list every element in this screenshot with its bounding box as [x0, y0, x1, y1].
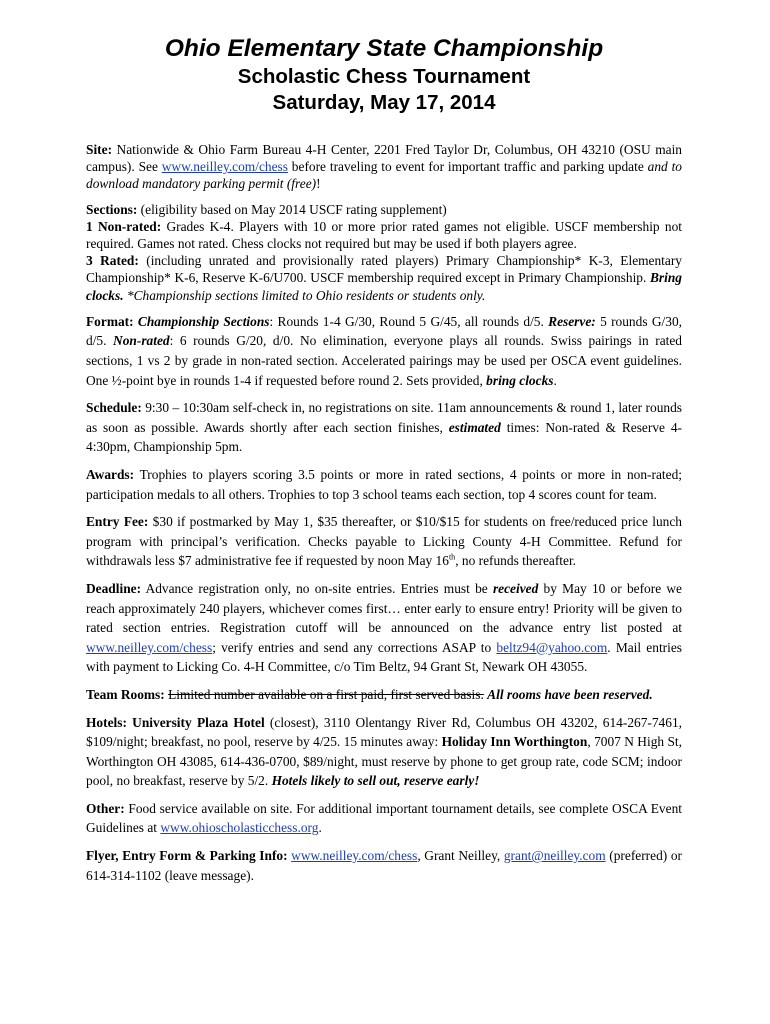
other-text-1: Food service available on site. For additional important tournament details, see complete OSCA Event Guidelines at — [86, 800, 682, 836]
format-championship-label: Championship Sections — [137, 313, 270, 329]
format-label: Format: — [86, 313, 134, 329]
awards-section — [86, 465, 682, 504]
entry-fee-sup: th — [448, 552, 456, 562]
deadline-text-3: ; verify entries and send any corrections ASAP to — [212, 639, 497, 655]
sections-label: Sections: — [86, 201, 138, 217]
format-reserve-label: Reserve: — [548, 313, 596, 329]
deadline-received: received — [492, 580, 539, 596]
deadline-chess-link[interactable]: www.neilley.com/chess — [86, 639, 213, 655]
site-text-1: Nationwide & Ohio Farm Bureau 4-H Center, 2201 Fred Taylor Dr, Columbus, OH 43210 (OSU main campus). See — [86, 142, 682, 175]
team-rooms-section — [86, 685, 682, 705]
hotels-section — [86, 713, 682, 791]
site-chess-link[interactable]: www.neilley.com/chess — [161, 159, 288, 175]
entry-fee-text-1: $30 if postmarked by May 1, $35 thereafter, or $10/$15 for students on free/reduced price lunch program with principal’s verification. Checks payable to Licking County 4-H Committee. Refund for withdrawals less $7 administrative fee if requested by noon May 16 — [86, 514, 682, 569]
flyer-text-1: , Grant Neilley, — [417, 848, 504, 864]
event-date: Saturday, May 17, 2014 — [272, 91, 496, 114]
site-label: Site: — [86, 142, 113, 157]
site-parking-note: and to download mandatory parking permit (free) — [86, 159, 682, 192]
page-title: Ohio Elementary State Championship — [164, 35, 604, 62]
flyer-text-2: (preferred) or 614-314-1102 (leave message). — [86, 848, 682, 883]
other-end: . — [318, 820, 322, 836]
deadline-section — [86, 579, 682, 677]
format-text-2: 5 rounds G/30, d/5. — [86, 313, 682, 349]
deadline-text-1: Advance registration only, no on-site entries. Entries must be — [141, 580, 493, 596]
rated-text: (including unrated and provisionally rated players) Primary Championship* K-3, Elementary Championship* K-6, Reserve K-6/U700. USCF membership required except in Primary Championship. — [86, 253, 683, 286]
schedule-section — [86, 398, 682, 457]
rated-label: 3 Rated: — [86, 253, 139, 269]
entry-fee-text-2: , no refunds thereafter. — [455, 553, 577, 569]
other-label: Other: — [86, 800, 125, 816]
nonrated-text: Grades K-4. Players with 10 or more prior rated games not eligible. USCF membership not required. Games not rated. Chess clocks not required but may be used if both players agree. — [86, 218, 683, 252]
entry-fee-label: Entry Fee: — [86, 514, 149, 530]
sections-section — [86, 201, 682, 304]
flyer-page — [86, 34, 682, 893]
hotels-holiday: Holiday Inn Worthington — [441, 734, 588, 750]
flyer-label: Flyer, Entry Form & Parking Info: — [86, 848, 288, 864]
format-text-1: : Rounds 1-4 G/30, Round 5 G/45, all rounds d/5. — [269, 313, 549, 329]
site-text-2: before traveling to event for important traffic and parking update — [287, 159, 648, 175]
format-text-3: : 6 rounds G/20, d/0. No elimination, everyone plays all rounds. Swiss pairings in rated sections, 1 vs 2 by grade in non-rated section. Accelerated pairings may be used per OSCA event guidelines. One ½-point bye in rounds 1-4 if requested before round 2. Sets provided, — [86, 333, 682, 388]
schedule-text-1: 9:30 – 10:30am self-check in, no registrations on site. 11am announcements & round 1, later rounds as soon as possible. Awards shortly after each section finishes, — [86, 400, 682, 435]
schedule-label: Schedule: — [86, 400, 142, 416]
flyer-email-link[interactable]: grant@neilley.com — [503, 848, 606, 864]
awards-text: Trophies to players scoring 3.5 points or more in rated sections, 4 points or more in non-rated; participation medals to all others. Trophies to top 3 school teams each section, top 4 scores count for team. — [86, 466, 682, 502]
championship-note: *Championship sections limited to Ohio residents or students only. — [123, 287, 486, 303]
deadline-label: Deadline: — [86, 580, 142, 596]
deadline-text-2: by May 10 or before we reach approximately 240 players, whichever comes first… enter early to ensure entry! Priority will be given to rated section entries. Registration cutoff will be announced on the advance entry list posted at — [86, 580, 682, 636]
format-nonrated-label: Non-rated — [113, 333, 170, 349]
deadline-text-4: . Mail entries with payment to Licking Co. 4-H Committee, c/o Tim Beltz, 94 Grant St, Newark OH 43055. — [86, 639, 682, 675]
awards-label: Awards: — [86, 466, 135, 482]
flyer-chess-link[interactable]: www.neilley.com/chess — [291, 848, 418, 864]
team-rooms-label: Team Rooms: — [86, 686, 165, 702]
hotels-label: Hotels: University Plaza Hotel — [86, 714, 265, 730]
other-section — [86, 799, 682, 838]
format-bring-clocks: bring clocks — [486, 372, 554, 388]
site-end: ! — [316, 176, 321, 192]
schedule-estimated: estimated — [448, 419, 501, 435]
bring-clocks-note: Bring clocks. — [86, 270, 682, 303]
hotels-sellout: Hotels likely to sell out, reserve early! — [271, 773, 480, 789]
page-subtitle: Scholastic Chess Tournament — [237, 65, 531, 88]
hotels-text-1: (closest), 3110 Olentangy River Rd, Columbus OH 43202, 614-267-7461, $109/night; breakfast, no pool, reserve by 4/25. 15 minutes away: — [86, 714, 682, 750]
team-rooms-reserved: All rooms have been reserved. — [487, 686, 653, 702]
format-end: . — [553, 372, 557, 388]
format-section — [86, 312, 682, 390]
nonrated-label: 1 Non-rated: — [86, 218, 162, 234]
sections-intro: (eligibility based on May 2014 USCF rating supplement) — [137, 201, 447, 217]
schedule-text-2: times: Non-rated & Reserve 4-4:30pm, Championship 5pm. — [86, 419, 683, 455]
other-osca-link[interactable]: www.ohioscholasticchess.org — [160, 820, 319, 836]
deadline-email-link[interactable]: beltz94@yahoo.com — [496, 639, 608, 655]
site-section — [86, 141, 682, 193]
entry-fee-section — [86, 512, 682, 571]
hotels-text-2: , 7007 N High St, Worthington OH 43085, 614-436-0700, $89/night, must reserve by phone to get group rate, code SCM; indoor pool, no breakfast, reserve by 5/2. — [86, 734, 682, 789]
header — [86, 34, 682, 116]
flyer-section — [86, 846, 682, 885]
team-rooms-struck: Limited number available on a first paid, first served basis. — [168, 686, 484, 702]
